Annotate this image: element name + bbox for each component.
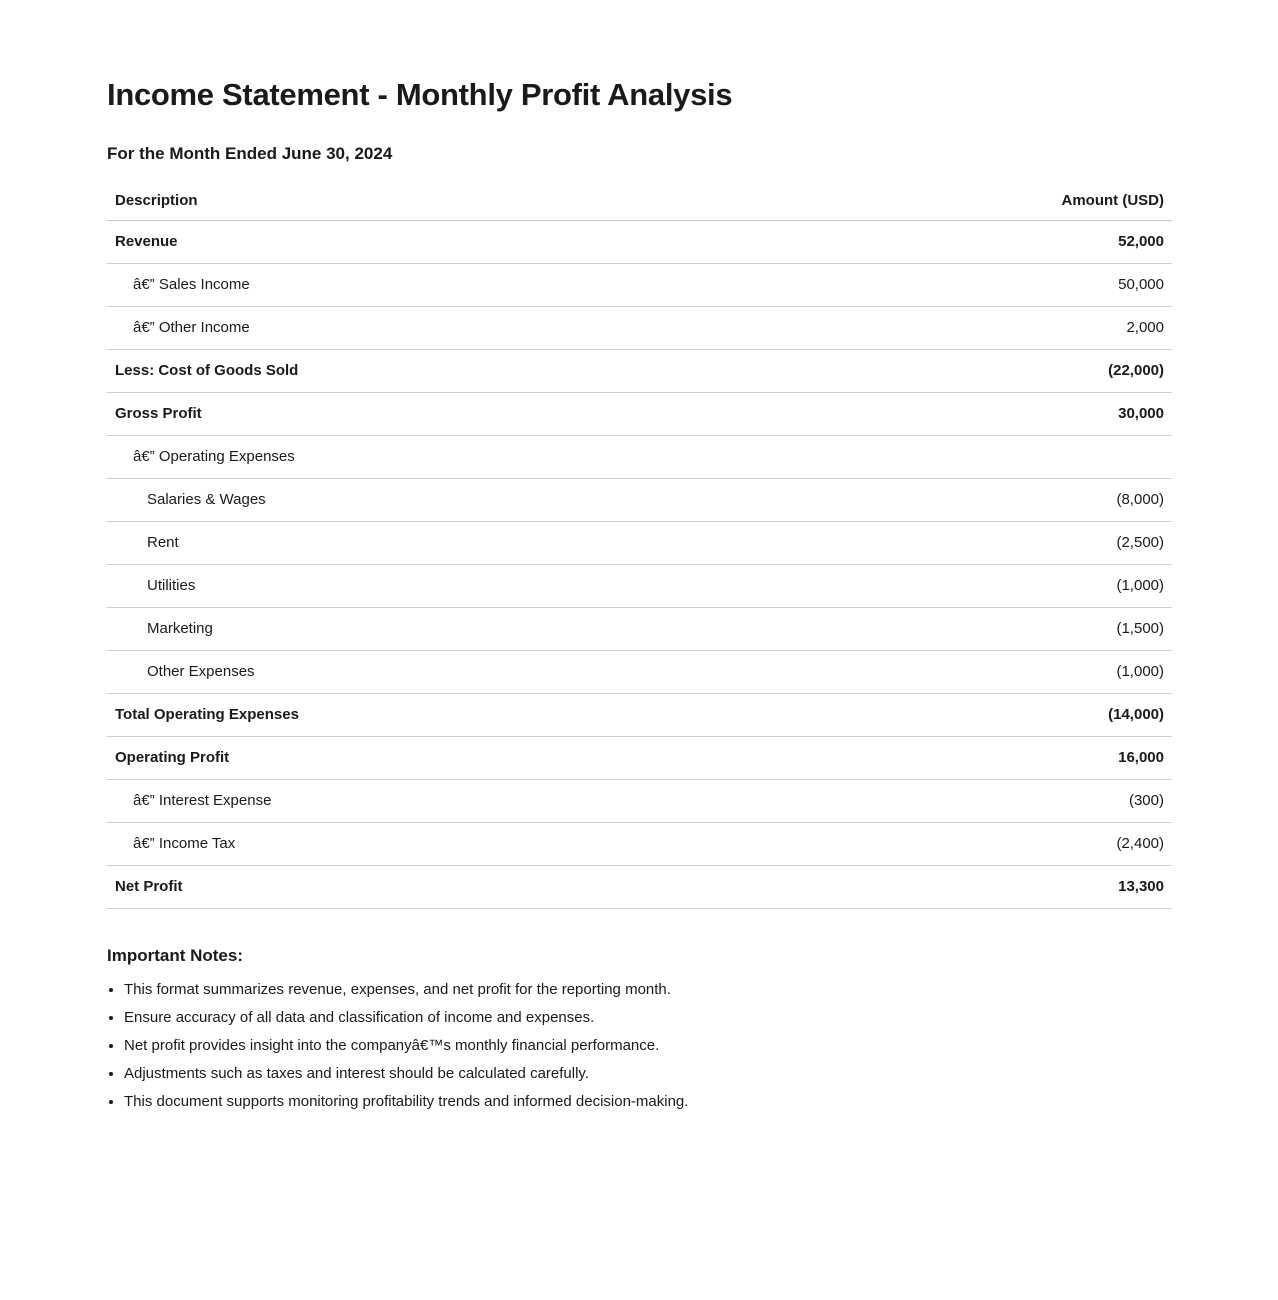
row-description: â€” Interest Expense (107, 780, 776, 823)
table-row (107, 823, 1172, 866)
row-description: Revenue (107, 221, 776, 264)
row-description: â€” Other Income (107, 307, 776, 350)
column-header-amount: Amount (USD) (776, 181, 1172, 221)
note-item: • This document supports monitoring profitability trends and informed decision-making. (124, 1094, 1172, 1110)
row-amount: (2,400) (776, 823, 1172, 866)
row-amount: 52,000 (776, 221, 1172, 264)
row-amount: (22,000) (776, 350, 1172, 393)
row-amount: (300) (776, 780, 1172, 823)
table-row (107, 737, 1172, 780)
table-row (107, 479, 1172, 522)
table-row (107, 565, 1172, 608)
row-amount: (1,000) (776, 651, 1172, 694)
row-amount: 16,000 (776, 737, 1172, 780)
row-amount: (8,000) (776, 479, 1172, 522)
table-row (107, 436, 1172, 479)
table-row (107, 307, 1172, 350)
income-statement-table (107, 181, 1172, 909)
row-amount: 13,300 (776, 866, 1172, 909)
note-item: • Net profit provides insight into the companyâ€™s monthly financial performance. (124, 1038, 1172, 1054)
row-amount: 30,000 (776, 393, 1172, 436)
income-table-body (107, 221, 1172, 909)
table-row (107, 393, 1172, 436)
table-header (107, 181, 1172, 221)
table-row (107, 694, 1172, 737)
column-header-description: Description (107, 181, 776, 221)
row-description: Gross Profit (107, 393, 776, 436)
table-row (107, 866, 1172, 909)
row-description: Utilities (107, 565, 776, 608)
table-row (107, 350, 1172, 393)
row-amount: 50,000 (776, 264, 1172, 307)
document-subtitle: For the Month Ended June 30, 2024 (107, 144, 393, 164)
row-description: â€” Operating Expenses (107, 436, 776, 479)
row-amount: (2,500) (776, 522, 1172, 565)
table-row (107, 608, 1172, 651)
row-description: â€” Income Tax (107, 823, 776, 866)
row-amount: (1,500) (776, 608, 1172, 651)
row-description: Marketing (107, 608, 776, 651)
note-item: • This format summarizes revenue, expenses, and net profit for the reporting month. (124, 982, 1172, 998)
table-row (107, 780, 1172, 823)
row-amount: (14,000) (776, 694, 1172, 737)
notes-list (107, 982, 1172, 1110)
row-description: Salaries & Wages (107, 479, 776, 522)
note-item: • Adjustments such as taxes and interest should be calculated carefully. (124, 1066, 1172, 1082)
row-description: Net Profit (107, 866, 776, 909)
note-item: • Ensure accuracy of all data and classification of income and expenses. (124, 1010, 1172, 1026)
row-amount (776, 436, 1172, 479)
row-amount: 2,000 (776, 307, 1172, 350)
row-description: Less: Cost of Goods Sold (107, 350, 776, 393)
row-description: â€” Sales Income (107, 264, 776, 307)
document-page (107, 0, 1172, 1242)
row-description: Rent (107, 522, 776, 565)
row-amount: (1,000) (776, 565, 1172, 608)
table-row (107, 651, 1172, 694)
table-row (107, 264, 1172, 307)
row-description: Other Expenses (107, 651, 776, 694)
table-header-row (107, 181, 1172, 221)
notes-heading: Important Notes: (107, 946, 243, 966)
page-title: Income Statement - Monthly Profit Analysis (107, 77, 733, 112)
table-row (107, 221, 1172, 264)
table-row (107, 522, 1172, 565)
row-description: Total Operating Expenses (107, 694, 776, 737)
row-description: Operating Profit (107, 737, 776, 780)
